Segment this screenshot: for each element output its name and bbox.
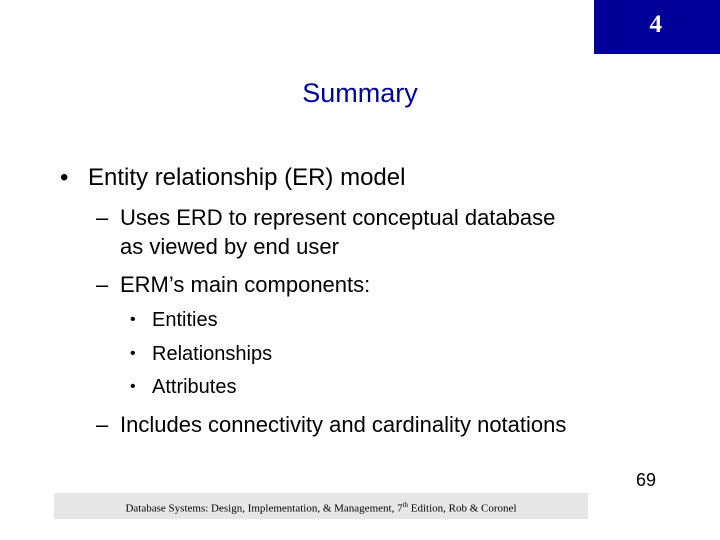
component-item	[130, 343, 272, 366]
sub-item-erd-line2: as viewed by end user	[120, 234, 339, 259]
footer-bar	[54, 493, 588, 519]
main-bullet	[60, 164, 405, 192]
sub-item-erd-line1: Uses ERD to represent conceptual database	[120, 205, 556, 230]
footer-text-main: Database Systems: Design, Implementation, & Management, 7	[125, 502, 403, 515]
component-label: Relationships	[152, 343, 273, 365]
footer-text-end: Edition, Rob & Coronel	[408, 502, 517, 515]
sub-item-components-text: ERM’s main components:	[120, 272, 371, 297]
slide-title: Summary	[302, 78, 418, 108]
sub-item-components	[96, 270, 370, 299]
dash-icon: –	[96, 205, 109, 230]
bullet-dot-icon: •	[60, 164, 69, 191]
component-item	[130, 309, 218, 332]
chapter-badge	[594, 0, 720, 54]
component-item	[130, 376, 236, 399]
component-label: Entities	[152, 309, 218, 331]
dash-icon: –	[96, 412, 109, 437]
footer-citation	[54, 501, 588, 515]
bullet-dot-icon: •	[130, 311, 136, 328]
sub-item-notations	[96, 410, 566, 439]
sub-item-erd	[96, 203, 555, 261]
sub-item-notations-text: Includes connectivity and cardinality notations	[120, 412, 567, 437]
footer-sup: th	[402, 501, 409, 509]
main-bullet-text: Entity relationship (ER) model	[88, 164, 406, 191]
page-number: 69	[636, 470, 657, 490]
bullet-dot-icon: •	[130, 345, 136, 362]
dash-icon: –	[96, 272, 109, 297]
component-label: Attributes	[152, 376, 237, 398]
chapter-number: 4	[649, 11, 662, 38]
bullet-dot-icon: •	[130, 378, 136, 395]
